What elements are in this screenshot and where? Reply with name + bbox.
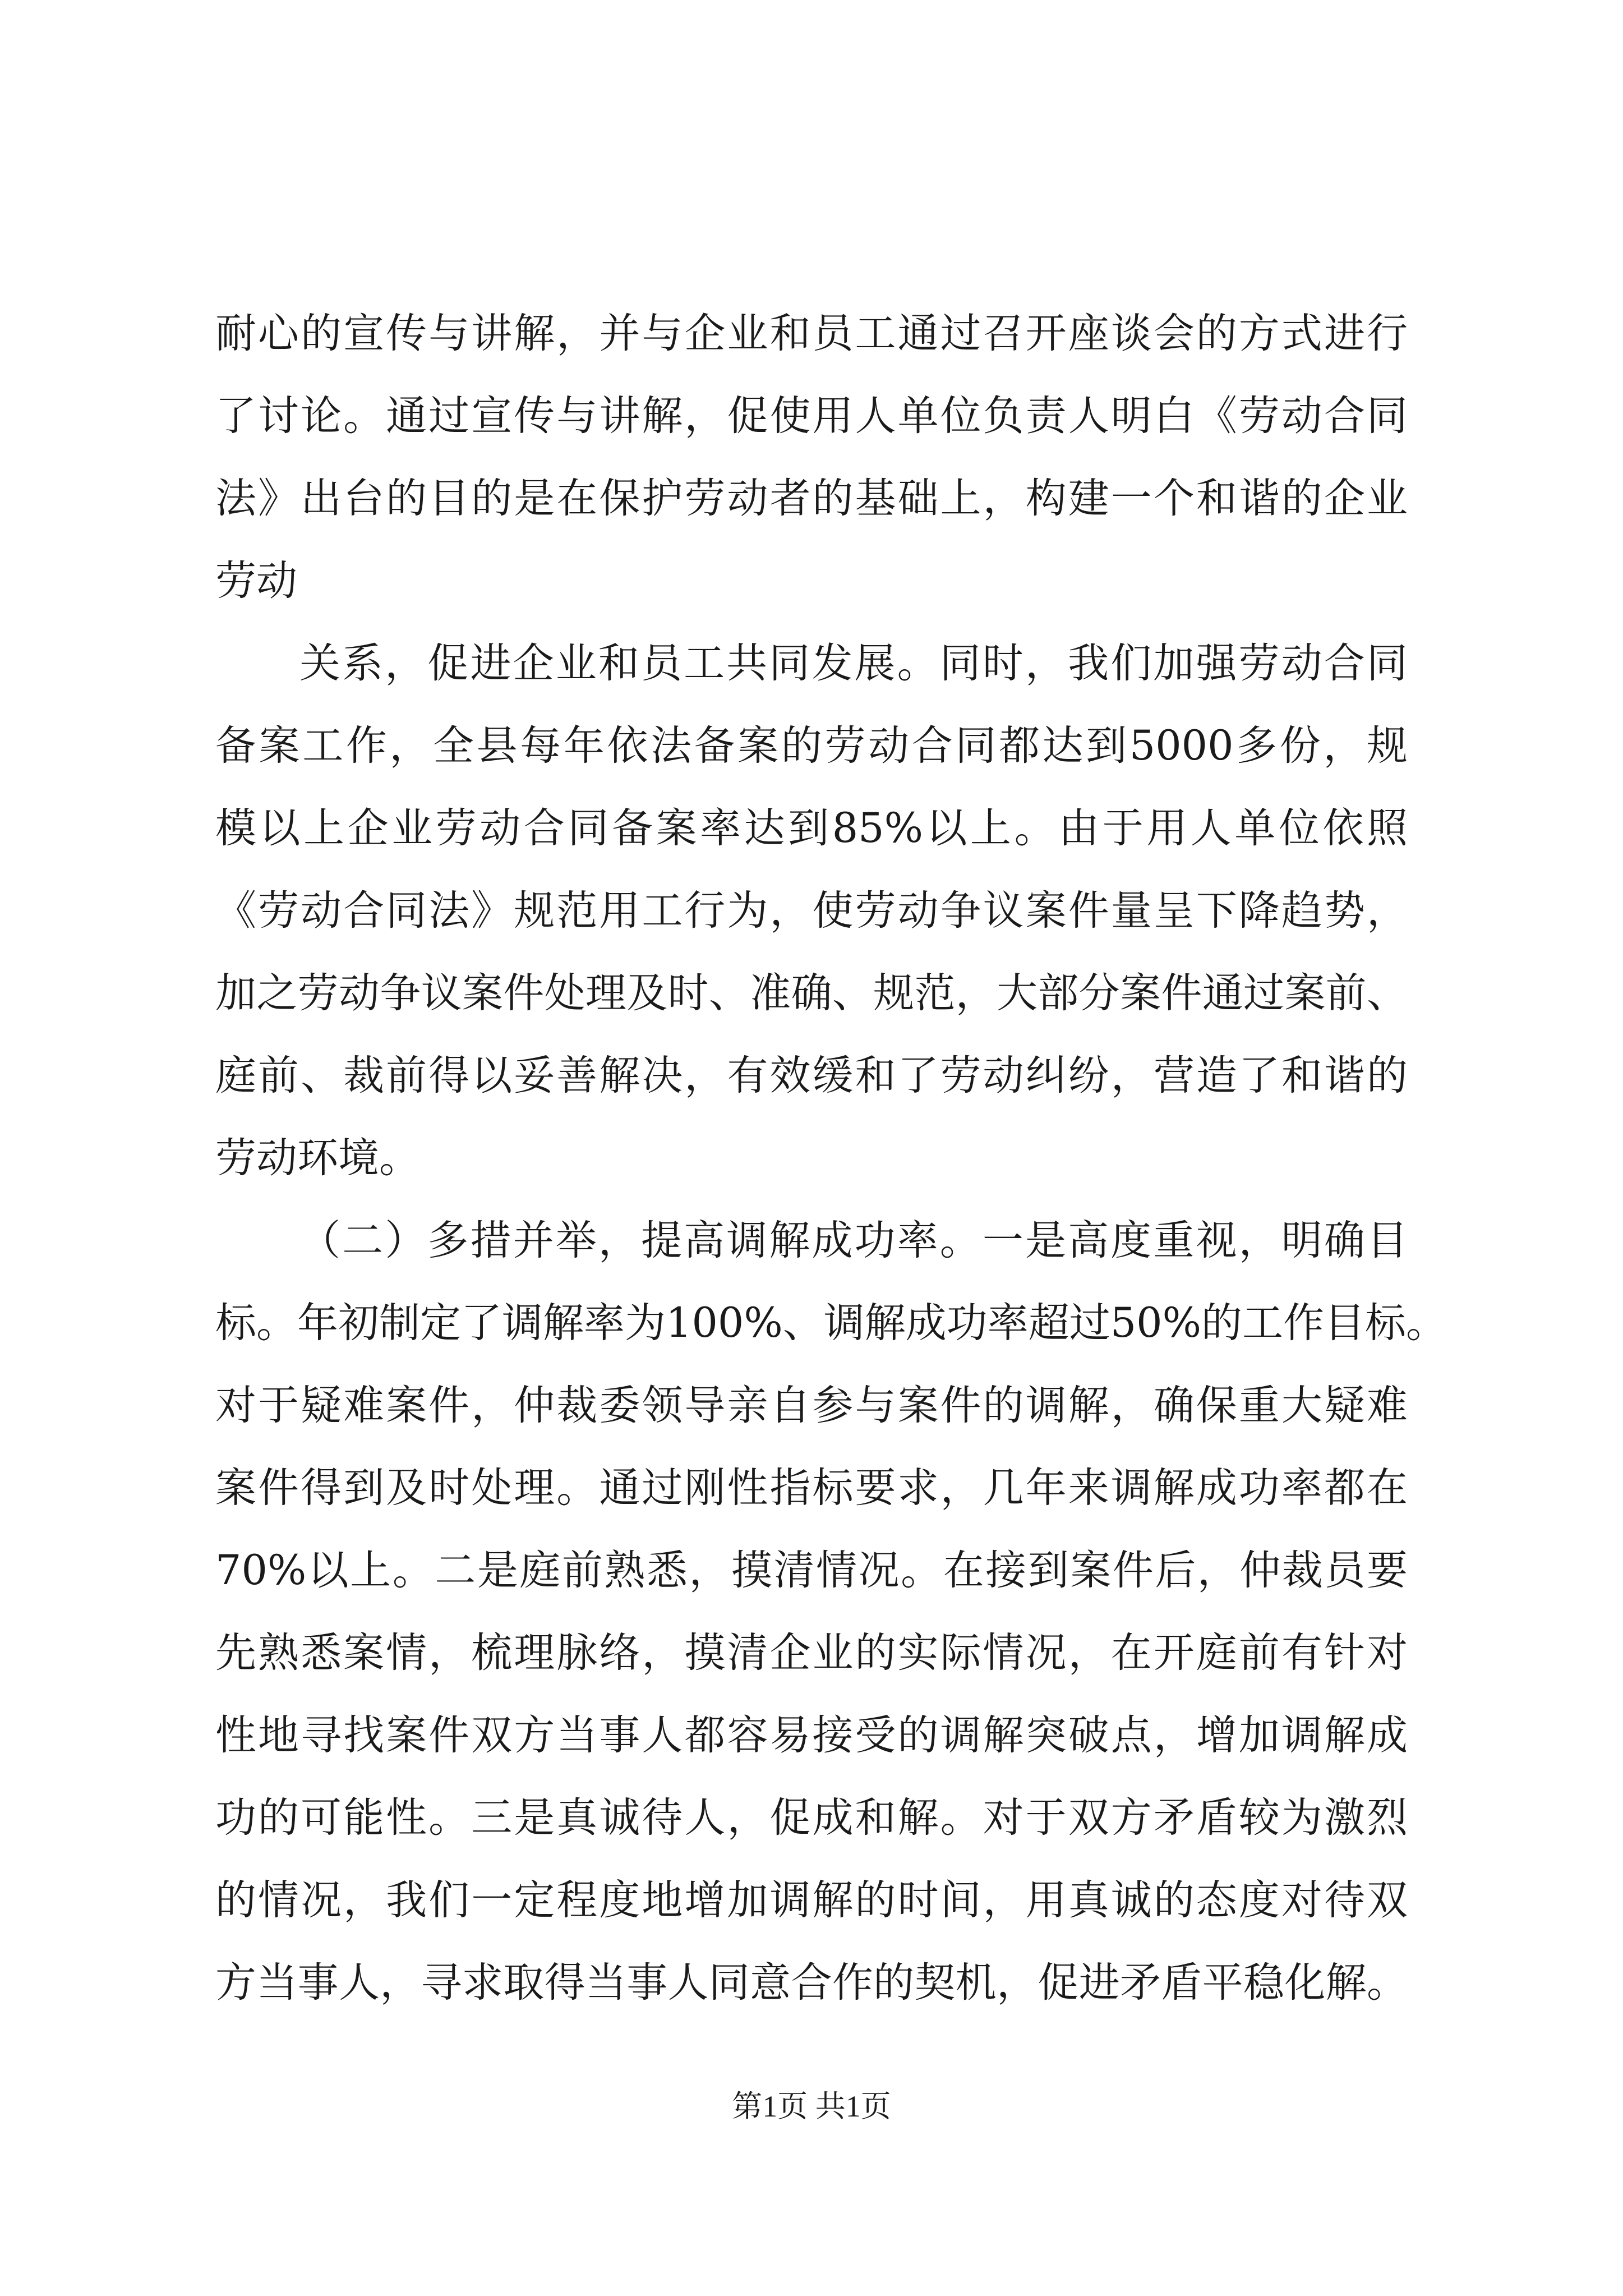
paragraph-line: 案件得到及时处理。通过刚性指标要求，几年来调解成功率都在 (215, 1464, 1408, 1512)
paragraph-line: 了讨论。通过宣传与讲解，促使用人单位负责人明白《劳动合同 (215, 392, 1408, 440)
paragraph-line: 备案工作，全县每年依法备案的劳动合同都达到5000多份，规 (215, 722, 1408, 770)
paragraph-line: 方当事人，寻求取得当事人同意合作的契机，促进矛盾平稳化解。 (215, 1959, 1408, 2007)
paragraph-line: （二）多措并举，提高调解成功率。一是高度重视，明确目 (299, 1217, 1408, 1264)
paragraph-line: 功的可能性。三是真诚待人，促成和解。对于双方矛盾较为激烈 (215, 1794, 1408, 1842)
paragraph-line: 的情况，我们一定程度地增加调解的时间，用真诚的态度对待双 (215, 1876, 1408, 1924)
paragraph-line: 劳动 (215, 557, 297, 605)
paragraph-line: 对于疑难案件，仲裁委领导亲自参与案件的调解，确保重大疑难 (215, 1382, 1408, 1429)
paragraph-line: 庭前、裁前得以妥善解决，有效缓和了劳动纠纷，营造了和谐的 (215, 1052, 1408, 1099)
paragraph-line: 先熟悉案情，梳理脉络，摸清企业的实际情况，在开庭前有针对 (215, 1629, 1408, 1677)
paragraph-line: 劳动环境。 (215, 1134, 420, 1182)
paragraph-line: 耐心的宣传与讲解，并与企业和员工通过召开座谈会的方式进行 (215, 310, 1408, 357)
paragraph-line: 性地寻找案件双方当事人都容易接受的调解突破点，增加调解成 (215, 1711, 1408, 1759)
page-footer: 第1页 共1页 (732, 2090, 891, 2123)
paragraph-line: 加之劳动争议案件处理及时、准确、规范，大部分案件通过案前、 (215, 969, 1408, 1017)
paragraph-line: 《劳动合同法》规范用工行为，使劳动争议案件量呈下降趋势， (215, 887, 1408, 935)
paragraph-line: 70%以上。二是庭前熟悉，摸清情况。在接到案件后，仲裁员要 (215, 1547, 1408, 1594)
paragraph-line: 关系，促进企业和员工共同发展。同时，我们加强劳动合同 (299, 639, 1408, 687)
paragraph-line: 法》出台的目的是在保护劳动者的基础上，构建一个和谐的企业 (215, 475, 1408, 522)
paragraph-line: 模以上企业劳动合同备案率达到85%以上。由于用人单位依照 (215, 804, 1408, 852)
paragraph-line: 标。年初制定了调解率为100%、调解成功率超过50%的工作目标。 (215, 1299, 1447, 1347)
